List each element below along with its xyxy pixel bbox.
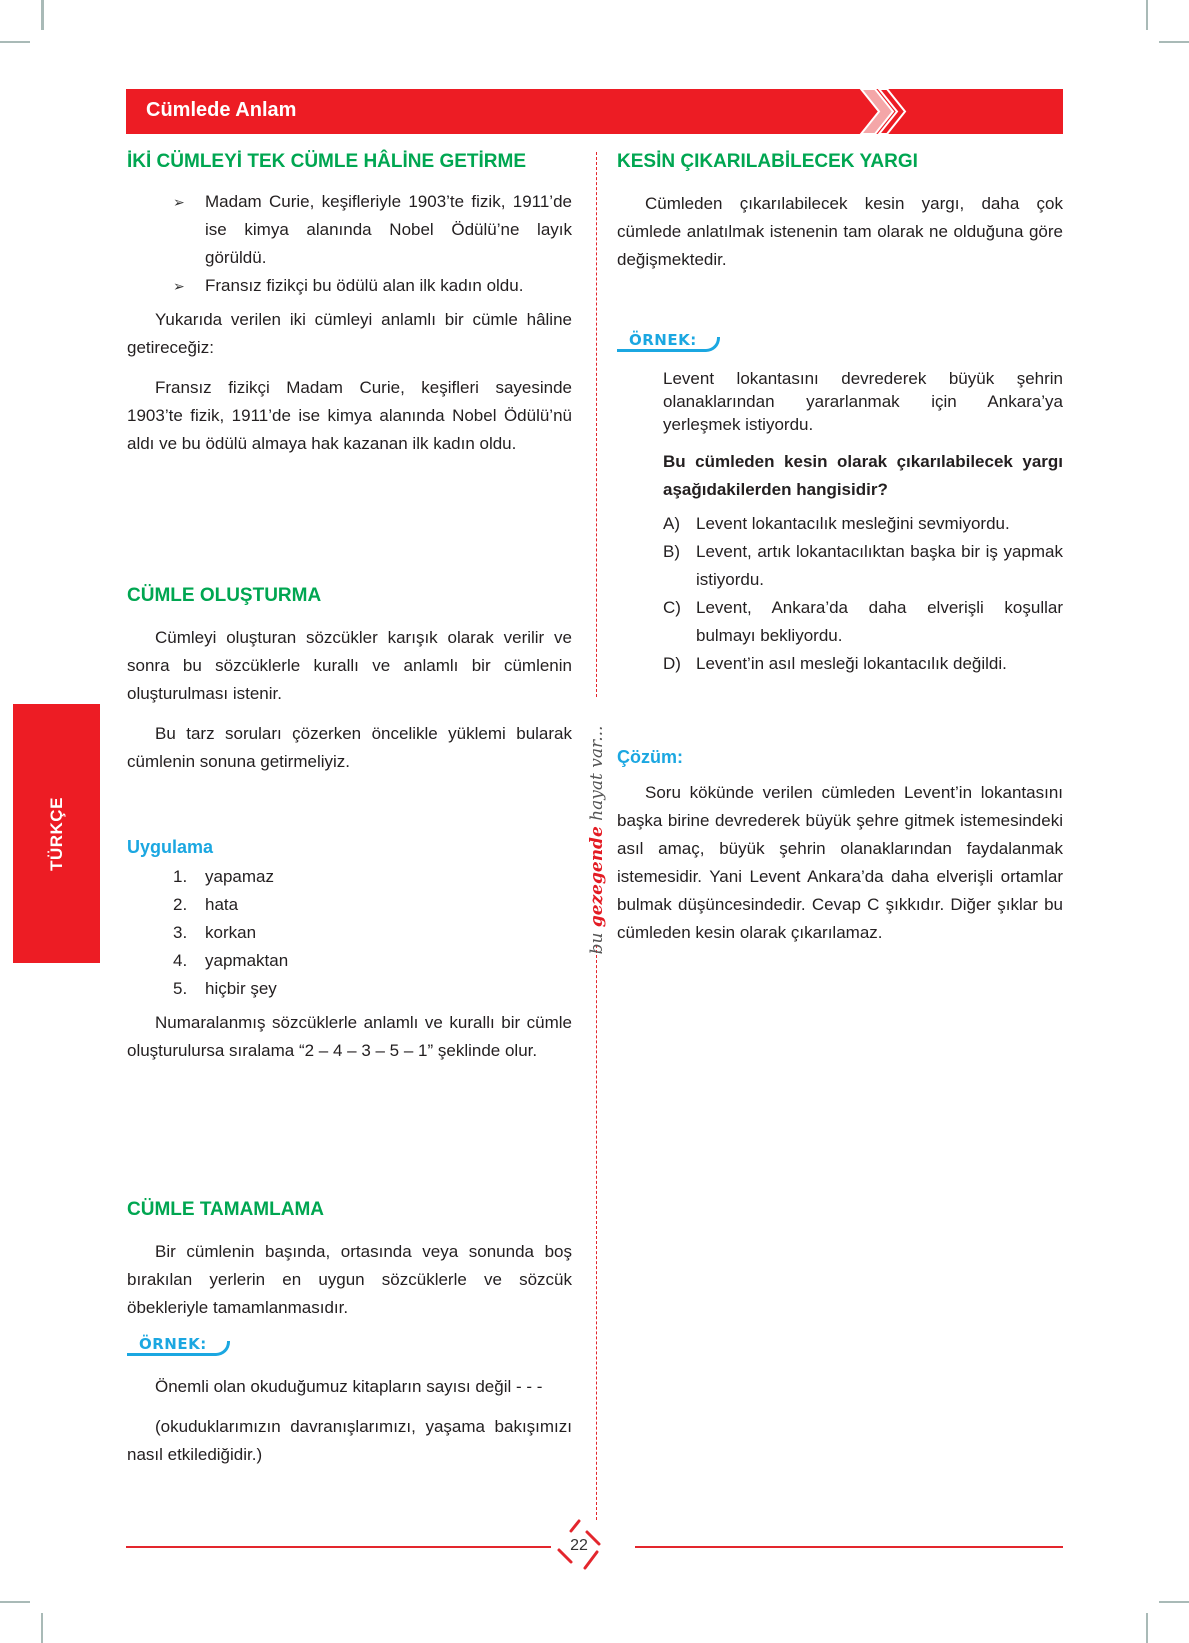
footer-line-left [126, 1546, 551, 1548]
section-title: KESİN ÇIKARILABİLECEK YARGI [617, 151, 918, 172]
paragraph: Fransız fizikçi Madam Curie, keşifleri sayesinde 1903’te fizik, 1911’de ise kimya alanında Nobel Ödülü’nü aldı ve bu ödülü almaya hak kazanan ilk kadın oldu. [127, 378, 572, 453]
section-title: CÜMLE OLUŞTURMA [127, 585, 322, 606]
section-title: CÜMLE TAMAMLAMA [127, 1199, 324, 1220]
footer-line-right [635, 1546, 1063, 1548]
example-label [617, 326, 719, 352]
crop-mark [41, 0, 44, 30]
list-item [127, 919, 572, 947]
list-item [127, 272, 572, 300]
item-number: 3. [173, 923, 188, 942]
example-label-text: ÖRNEK: [139, 1335, 207, 1353]
crop-mark [0, 41, 30, 43]
solution-title: Çözüm: [617, 747, 683, 767]
example-label [127, 1330, 229, 1356]
option-text: Levent’in asıl mesleği lokantacılık değildi. [696, 654, 1007, 673]
subject-side-tab [13, 704, 100, 963]
slogan-highlight: gezegende [587, 826, 607, 928]
page-number-badge [551, 1518, 607, 1574]
option-key: B) [663, 542, 680, 561]
paragraph: Önemli olan okuduğumuz kitapların sayısı değil - - - [155, 1377, 543, 1396]
option-key: D) [663, 654, 681, 673]
numbered-list [127, 863, 572, 1003]
bullet-text: Fransız fizikçi bu ödülü alan ilk kadın oldu. [205, 276, 524, 295]
option-text: Levent lokantacılık mesleğini sevmiyordu. [696, 514, 1010, 533]
item-text: hiçbir şey [205, 979, 277, 998]
item-text: yapmaktan [205, 951, 289, 970]
chapter-title: Cümlede Anlam [146, 99, 297, 121]
paragraph: Cümleyi oluşturan sözcükler karışık olarak verilir ve sonra bu sözcüklerle kurallı ve anlamlı bir cümlenin oluşturulması istenir. [127, 628, 572, 703]
crop-mark [1146, 1613, 1148, 1643]
left-column-sec3 [127, 1198, 572, 1469]
option-c [617, 594, 1063, 650]
paragraph: Yukarıda verilen iki cümleyi anlamlı bir cümle hâline getireceğiz: [127, 310, 572, 357]
subject-label: TÜRKÇE [46, 796, 66, 871]
option-text: Levent, Ankara’da daha elverişli koşullar bulmayı bekliyordu. [696, 598, 1063, 645]
slogan-prefix: bu [587, 927, 607, 955]
crop-mark [41, 1613, 43, 1643]
crop-mark [1146, 0, 1148, 30]
right-column [617, 150, 1063, 678]
arrowhead-icon: ➢ [173, 194, 185, 210]
option-key: C) [663, 598, 681, 617]
uygulama-block [127, 835, 572, 1065]
bullet-list [127, 188, 572, 300]
option-d [617, 650, 1063, 678]
paragraph: Bir cümlenin başında, ortasında veya sonunda boş bırakılan yerlerin en uygun sözcüklerle ve sözcük öbekleriyle tamamlanmasıdır. [127, 1242, 572, 1317]
item-text: yapamaz [205, 867, 274, 886]
example-underline [127, 1341, 230, 1356]
crop-mark [0, 1601, 30, 1603]
list-item [127, 975, 572, 1003]
paragraph: (okuduklarımızın davranışlarımızı, yaşama bakışımızı nasıl etkilediğidir.) [127, 1417, 572, 1464]
left-column-sec2 [127, 584, 572, 776]
slogan-suffix: hayat var... [587, 725, 607, 827]
paragraph: Bu tarz soruları çözerken öncelikle yüklemi bularak cümlenin sonuna getirmeliyiz. [127, 724, 572, 771]
bullet-text: Madam Curie, keşifleriyle 1903’te fizik, 1911’de ise kimya alanında Nobel Ödülü’ne layık görüldü. [205, 192, 572, 267]
chapter-header [126, 89, 1063, 134]
list-item [127, 947, 572, 975]
section-title: İKİ CÜMLEYİ TEK CÜMLE HÂLİNE GETİRME [127, 151, 526, 172]
page-number: 22 [570, 1537, 588, 1554]
option-b [617, 538, 1063, 594]
item-number: 5. [173, 979, 188, 998]
option-a [617, 510, 1063, 538]
paragraph: Cümleden çıkarılabilecek kesin yargı, daha çok cümlede anlatılmak istenenin tam olarak ne olduğuna göre değişmektedir. [617, 194, 1063, 269]
answer-options [617, 510, 1063, 678]
solution-block [617, 745, 1063, 947]
question-text: Bu cümleden kesin olarak çıkarılabilecek yargı aşağıdakilerden hangisidir? [663, 452, 1063, 499]
example-sentence: Levent lokantasını devrederek büyük şehrin olanaklarından yararlanmak için Ankara’ya yerleşmek istiyordu. [663, 369, 1063, 434]
item-number: 1. [173, 867, 188, 886]
solution-paragraph: Soru kökünde verilen cümleden Levent’in lokantasını başka birine devrederek büyük şehre gitmek istemesindeki asıl amaç, büyük şehrin olanaklarından faydalanmak istemesidir. Yani Levent Ankara’da daha elverişli ortamlar bulmak düşüncesindedir. Cevap C şıkkıdır. Diğer şıklar bu cümleden kesin olarak çıkarılamaz. [617, 783, 1063, 942]
column-divider [596, 152, 597, 697]
example-underline [617, 337, 720, 352]
crop-mark [1159, 1601, 1189, 1603]
item-text: korkan [205, 923, 257, 942]
arrowhead-icon: ➢ [173, 278, 185, 294]
slogan [572, 720, 622, 960]
subsection-title: Uygulama [127, 837, 214, 857]
list-item [127, 891, 572, 919]
item-text: hata [205, 895, 239, 914]
crop-mark [1159, 41, 1189, 43]
item-number: 4. [173, 951, 188, 970]
paragraph: Numaralanmış sözcüklerle anlamlı ve kurallı bir cümle oluşturulursa sıralama “2 – 4 – 3 – 5 – 1” şeklinde olur. [127, 1013, 572, 1060]
list-item [127, 188, 572, 272]
list-item [127, 863, 572, 891]
left-column [127, 150, 572, 458]
option-key: A) [663, 514, 680, 533]
item-number: 2. [173, 895, 188, 914]
example-label-text: ÖRNEK: [629, 331, 697, 349]
option-text: Levent, artık lokantacılıktan başka bir iş yapmak istiyordu. [696, 542, 1063, 589]
column-divider [596, 945, 597, 1520]
double-chevron-icon [851, 89, 931, 134]
